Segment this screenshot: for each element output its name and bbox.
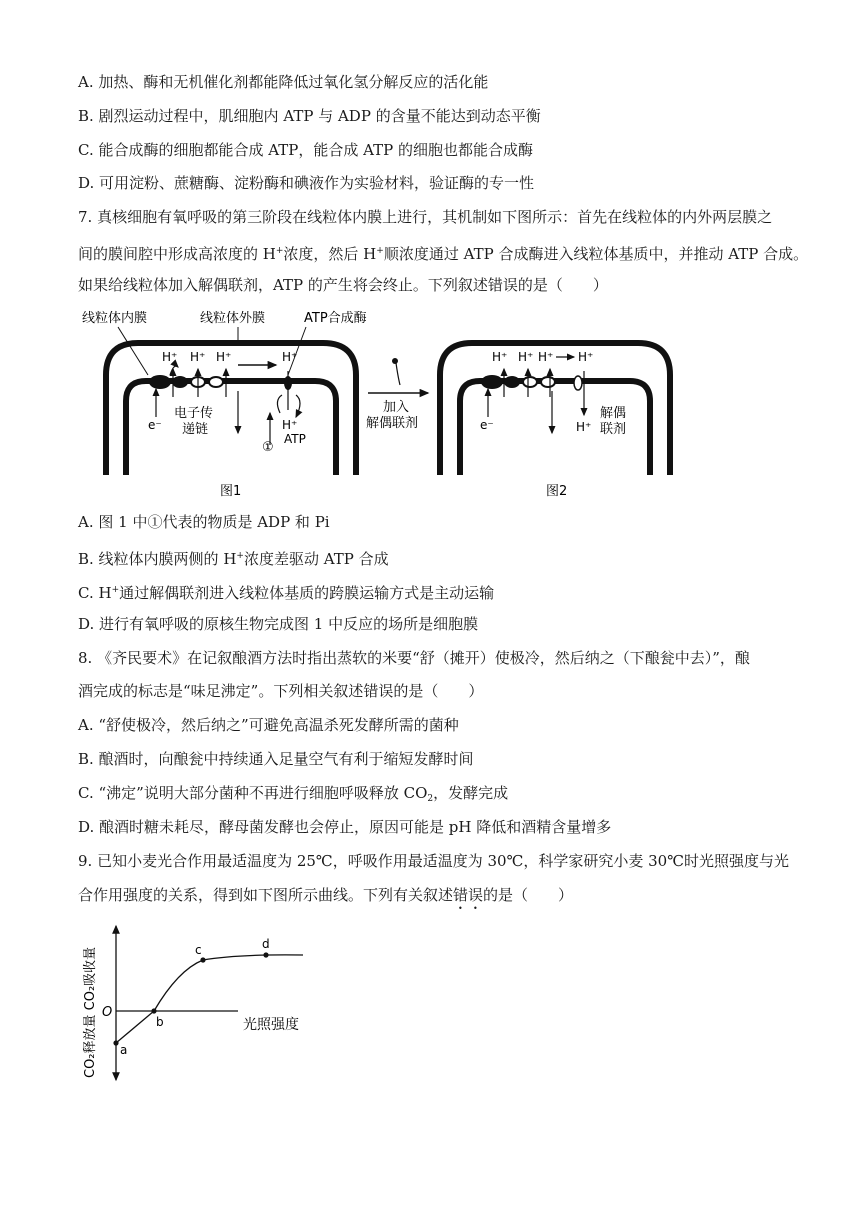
q9-stem-line-1: 9. 已知小麦光合作用最适温度为 25℃，呼吸作用最适温度为 30℃，科学家研究小麦 30℃时光照强度与光	[78, 852, 789, 870]
q7-option-b: B. 线粒体内膜两侧的 H+浓度差驱动 ATP 合成	[78, 550, 389, 568]
point-d	[263, 952, 268, 957]
svg-text:H⁺: H⁺	[282, 418, 298, 432]
fig2-caption: 图2	[546, 484, 568, 499]
q9-stem-line-2: 合作用强度的关系，得到如下图所示曲线。下列有关叙述错误的是（ ）	[78, 886, 574, 904]
q6-option-a: A. 加热、酶和无机催化剂都能降低过氧化氢分解反应的活化能	[78, 73, 489, 91]
label-b: b	[156, 1015, 164, 1029]
label-d: d	[262, 937, 270, 951]
label-add-1: 加入	[383, 400, 410, 415]
q8-stem-line-1: 8. 《齐民要术》在记叙酿酒方法时指出蒸软的米要“舒（摊开）使极冷，然后纳之（下酿瓮中去）”，酿	[78, 649, 750, 667]
q6-option-c: C. 能合成酶的细胞都能合成 ATP，能合成 ATP 的细胞也都能合成酶	[78, 141, 534, 159]
y-axis-label: CO₂释放量 CO₂吸收量	[83, 946, 98, 1078]
fig1-label-chain-2: 递链	[182, 422, 209, 437]
q7-stem-line-2: 间的膜间腔中形成高浓度的 H+浓度，然后 H+顺浓度通过 ATP 合成酶进入线粒体基质中，并推动 ATP 合成。	[78, 245, 809, 263]
svg-text:H⁺: H⁺	[282, 350, 298, 364]
fig2-outer-membrane	[440, 343, 670, 475]
q8-option-d: D. 酿酒时糖未耗尽，酵母菌发酵也会停止，原因可能是 pH 降低和酒精含量增多	[78, 818, 612, 836]
svg-text:H⁺: H⁺	[576, 420, 592, 434]
x-axis-label: 光照强度	[243, 1017, 299, 1033]
q8-stem-line-2: 酒完成的标志是“味足沸定”。下列相关叙述错误的是（ ）	[78, 682, 484, 700]
q6-option-b: B. 剧烈运动过程中，肌细胞内 ATP 与 ADP 的含量不能达到动态平衡	[78, 107, 541, 125]
q7-stem-line-3: 如果给线粒体加入解偶联剂，ATP 的产生将会终止。下列叙述错误的是（ ）	[78, 276, 608, 294]
fig1-label-atp: ATP	[284, 432, 306, 446]
svg-text:H⁺: H⁺	[190, 350, 206, 364]
svg-text:e⁻: e⁻	[480, 418, 494, 432]
q8-option-c: C. “沸定”说明大部分菌种不再进行细胞呼吸释放 $CO_2$，发酵完成	[78, 784, 509, 804]
fig2-label-uncoupler-2: 联剂	[600, 422, 627, 437]
q7-option-a: A. 图 1 中①代表的物质是 ADP 和 Pi	[78, 513, 330, 531]
q7-option-c: C. H+通过解偶联剂进入线粒体基质的跨膜运输方式是主动运输	[78, 584, 495, 602]
mitochondria-figure	[78, 305, 678, 505]
label-c: c	[195, 943, 202, 957]
fig1-label-chain-1: 电子传	[174, 406, 214, 421]
q6-option-d: D. 可用淀粉、蔗糖酶、淀粉酶和碘液作为实验材料，验证酶的专一性	[78, 174, 535, 192]
q8-option-b: B. 酿酒时，向酿瓮中持续通入足量空气有利于缩短发酵时间	[78, 750, 474, 768]
q9-light-curve-chart	[78, 918, 338, 1088]
fig1-caption: 图1	[220, 484, 242, 499]
q8-option-a: A. “舒使极冷，然后纳之”可避免高温杀死发酵所需的菌种	[78, 716, 459, 734]
svg-text:e⁻: e⁻	[148, 418, 162, 432]
fig1-label-circle-1: ①	[262, 440, 274, 455]
fig2-label-uncoupler-1: 解偶	[600, 406, 627, 421]
fig1-label-inner-membrane: 线粒体内膜	[82, 311, 148, 326]
point-b	[151, 1008, 156, 1013]
point-a	[113, 1040, 118, 1045]
svg-text:H⁺: H⁺	[216, 350, 232, 364]
fig1-label-atp-synthase: ATP合成酶	[304, 311, 367, 326]
svg-text:H⁺: H⁺	[492, 350, 508, 364]
svg-text:H⁺: H⁺	[578, 350, 594, 364]
label-add-2: 解偶联剂	[366, 416, 419, 431]
point-c	[200, 957, 205, 962]
fig1-label-outer-membrane: 线粒体外膜	[200, 311, 266, 326]
origin-label: O	[102, 1005, 113, 1020]
svg-text:H⁺: H⁺	[538, 350, 554, 364]
q7-stem-line-1: 7. 真核细胞有氧呼吸的第三阶段在线粒体内膜上进行，其机制如下图所示：首先在线粒体的内外两层膜之	[78, 208, 773, 226]
svg-text:H⁺: H⁺	[162, 350, 178, 364]
label-a: a	[120, 1043, 128, 1057]
svg-text:H⁺: H⁺	[518, 350, 534, 364]
q7-option-d: D. 进行有氧呼吸的原核生物完成图 1 中反应的场所是细胞膜	[78, 615, 479, 633]
